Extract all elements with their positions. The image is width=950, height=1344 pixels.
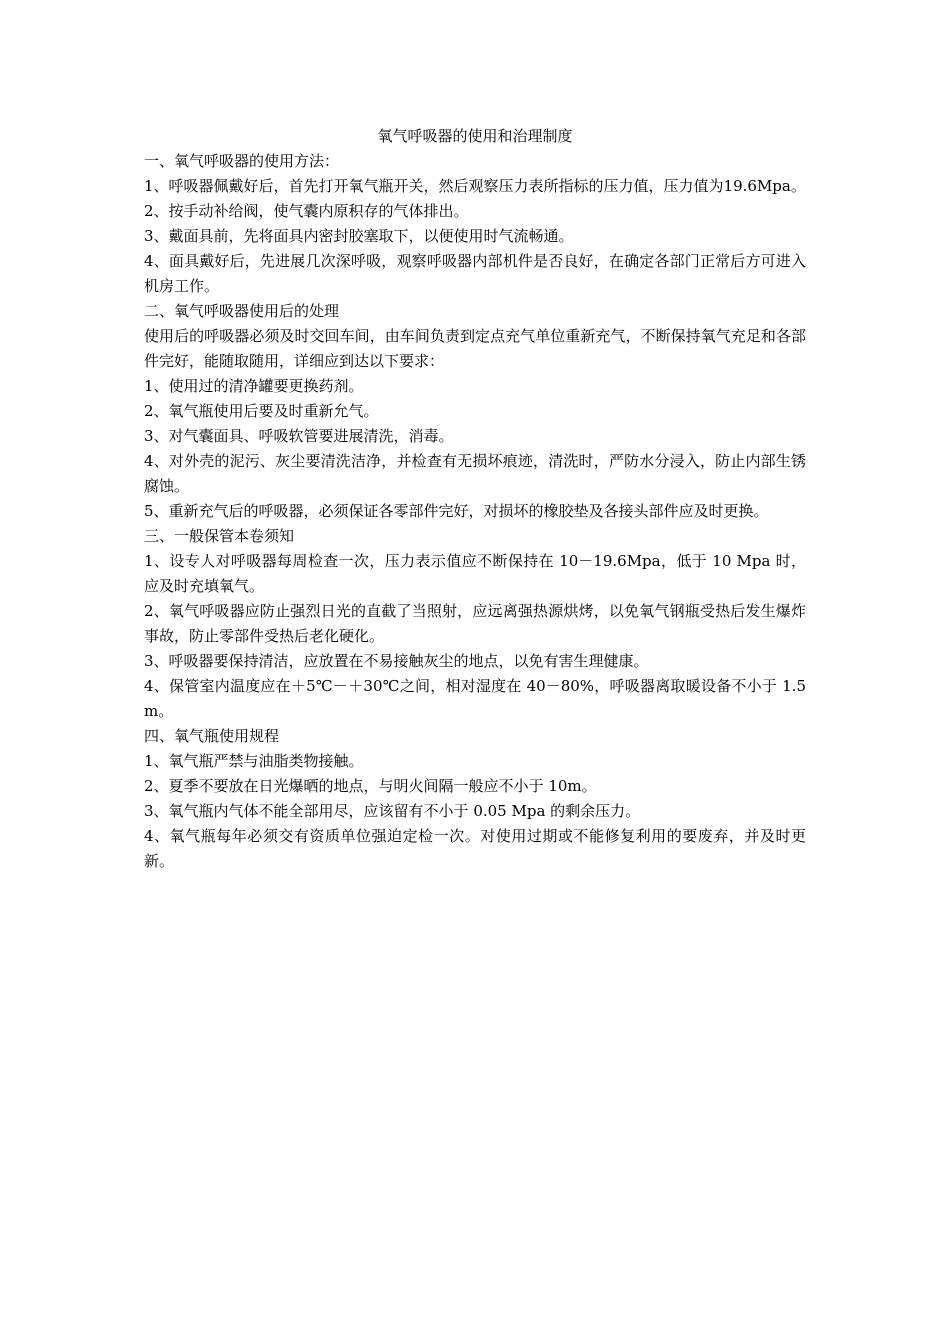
- paragraph: 3、戴面具前，先将面具内密封胶塞取下，以便使用时气流畅通。: [144, 227, 574, 245]
- paragraph: 1、使用过的清净罐要更换药剂。: [144, 377, 364, 395]
- paragraph: 3、对气囊面具、呼吸软管要进展清洗，消毒。: [144, 427, 454, 445]
- section-heading-1: 一、氧气呼吸器的使用方法：: [144, 152, 340, 170]
- section-heading-3: 三、一般保管本卷须知: [144, 527, 295, 545]
- paragraph: 1、呼吸器佩戴好后，首先打开氧气瓶开关，然后观察压力表所指标的压力值，压力值为19.6Mpa。: [144, 177, 806, 195]
- document-page: [144, 124, 806, 874]
- section-heading-4: 四、氧气瓶使用规程: [144, 727, 280, 745]
- paragraph: 4、保管室内温度应在＋5℃－＋30℃之间，相对湿度在 40－80%，呼吸器离取暖设备不小于 1.5m。: [144, 677, 806, 720]
- paragraph: 2、按手动补给阀，使气囊内原积存的气体排出。: [144, 202, 469, 220]
- document-title: 氧气呼吸器的使用和治理制度: [377, 127, 573, 145]
- paragraph: 3、呼吸器要保持清洁，应放置在不易接触灰尘的地点，以免有害生理健康。: [144, 652, 649, 670]
- paragraph: 2、夏季不要放在日光爆晒的地点，与明火间隔一般应不小于 10m。: [144, 777, 597, 795]
- paragraph: 2、氧气瓶使用后要及时重新允气。: [144, 402, 379, 420]
- paragraph: 4、面具戴好后，先进展几次深呼吸，观察呼吸器内部机件是否良好，在确定各部门正常后方可进入机房工作。: [144, 252, 806, 295]
- paragraph: 使用后的呼吸器必须及时交回车间，由车间负责到定点充气单位重新充气，不断保持氧气充足和各部件完好，能随取随用，详细应到达以下要求：: [144, 327, 806, 370]
- paragraph: 1、设专人对呼吸器每周检查一次，压力表示值应不断保持在 10－19.6Mpa，低于 10 Mpa 时，应及时充填氧气。: [144, 552, 806, 595]
- paragraph: 4、氧气瓶每年必须交有资质单位强迫定检一次。对使用过期或不能修复利用的要废弃，并及时更新。: [144, 827, 806, 870]
- section-heading-2: 二、氧气呼吸器使用后的处理: [144, 302, 340, 320]
- paragraph: 1、氧气瓶严禁与油脂类物接触。: [144, 752, 364, 770]
- paragraph: 2、氧气呼吸器应防止强烈日光的直截了当照射，应远离强热源烘烤，以免氧气钢瓶受热后发生爆炸事故，防止零部件受热后老化硬化。: [144, 602, 806, 645]
- paragraph: 4、对外壳的泥污、灰尘要清洗洁净，并检查有无损坏痕迹，清洗时，严防水分浸入，防止内部生锈腐蚀。: [144, 452, 806, 495]
- paragraph: 5、重新充气后的呼吸器，必须保证各零部件完好，对损坏的橡胶垫及各接头部件应及时更换。: [144, 502, 769, 520]
- paragraph: 3、氧气瓶内气体不能全部用尽，应该留有不小于 0.05 Mpa 的剩余压力。: [144, 802, 641, 820]
